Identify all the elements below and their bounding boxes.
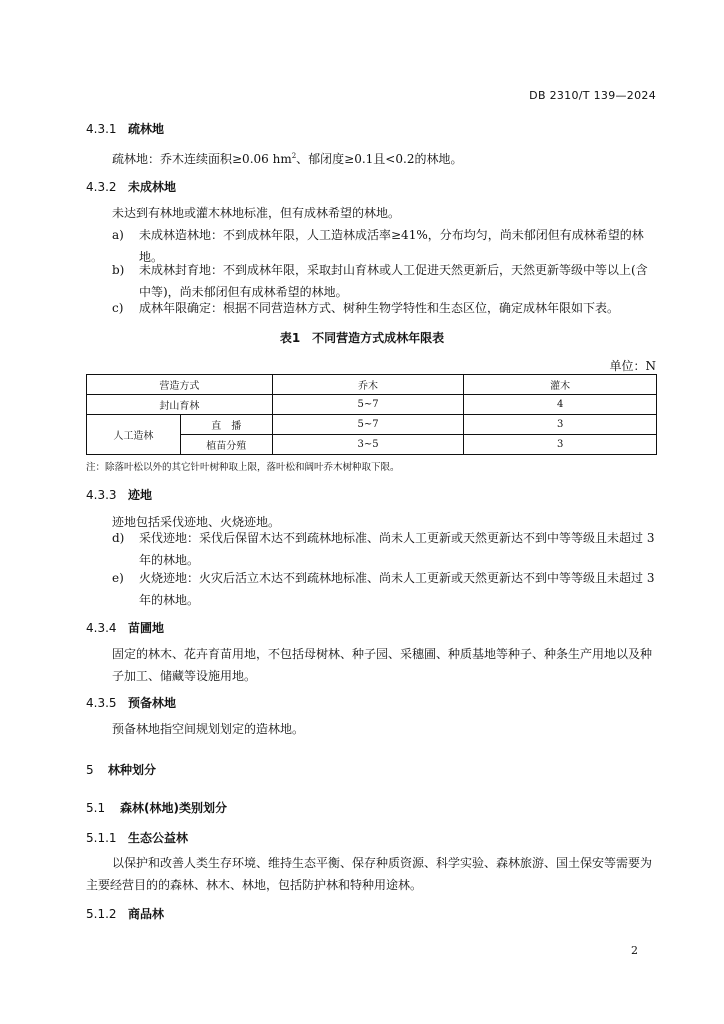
section-number: 4.3.2	[86, 180, 117, 194]
paragraph-eco-forest: 以保护和改善人类生存环境、维持生态平衡、保存种质资源、科学实验、森林旅游、国土保安等需要为主要经营目的的森林、林木、林地，包括防护林和特种用途林。	[86, 856, 653, 892]
list-item	[112, 567, 657, 611]
table-title: 表1 不同营造方式成林年限表	[279, 331, 445, 345]
heading-4-3-2	[86, 178, 176, 195]
shrub-cell: 4	[464, 395, 657, 415]
section-number: 5.1.1	[86, 831, 117, 845]
list-marker: c)	[112, 301, 124, 315]
heading-5	[86, 761, 156, 778]
list-text: 成林年限确定：根据不同营造林方式、树种生物学特性和生态区位，确定成林年限如下表。	[139, 301, 620, 315]
group-cell: 人工造林	[87, 415, 181, 455]
paragraph-intro: 迹地包括采伐迹地、火烧迹地。	[112, 515, 281, 529]
list-marker: b)	[112, 263, 125, 277]
list-marker: a)	[112, 228, 124, 242]
tree-cell: 3~5	[272, 435, 464, 455]
heading-4-3-4	[86, 619, 164, 636]
header-cell: 灌木	[464, 375, 657, 395]
shrub-cell: 3	[464, 435, 657, 455]
paragraph-intro: 未达到有林地或灌木林地标准，但有成林希望的林地。	[112, 206, 401, 220]
table-unit: 单位：N	[609, 359, 656, 373]
list-marker: e)	[112, 571, 124, 585]
method-cell: 植苗分殖	[180, 435, 272, 455]
section-number: 4.3.4	[86, 621, 117, 635]
section-number: 5.1.2	[86, 907, 117, 921]
list-text: 未成林造林地：不到成林年限，人工造林成活率≥41%，分布均匀，尚未郁闭但有成林希望的林地。	[139, 228, 644, 264]
section-title: 生态公益林	[128, 831, 189, 845]
list-marker: d)	[112, 531, 125, 545]
list-text: 采伐迹地：采伐后保留木达不到疏林地标准、尚未人工更新或天然更新达不到中等等级且未超过 3 年的林地。	[139, 531, 655, 567]
superscript: 2	[291, 152, 297, 160]
list-text: 火烧迹地：火灾后活立木达不到疏林地标准、尚未人工更新或天然更新达不到中等等级且未超过 3 年的林地。	[139, 571, 655, 607]
section-title: 疏林地	[128, 122, 165, 136]
text-part: 、郁闭度≥0.1且<0.2的林地。	[296, 152, 463, 166]
paragraph-reserve: 预备林地指空间规划划定的造林地。	[112, 722, 305, 736]
paragraph-sparse-forest	[112, 145, 657, 170]
standard-number: DB 2310/T 139—2024	[529, 89, 656, 102]
heading-5-1-1	[86, 829, 188, 846]
table-row	[87, 415, 657, 435]
section-title: 迹地	[128, 488, 153, 502]
shrub-cell: 3	[464, 415, 657, 435]
list-item	[112, 297, 657, 319]
heading-4-3-3	[86, 486, 152, 503]
section-title: 未成林地	[128, 180, 177, 194]
tree-cell: 5~7	[272, 415, 464, 435]
list-item	[112, 527, 657, 571]
section-number: 5	[86, 763, 94, 777]
section-title: 商品林	[128, 907, 165, 921]
table-header-row	[87, 375, 657, 395]
afforestation-years-table	[86, 374, 657, 455]
heading-4-3-1	[86, 120, 164, 137]
heading-5-1-2	[86, 905, 164, 922]
method-cell: 直 播	[180, 415, 272, 435]
list-text: 未成林封育地：不到成林年限，采取封山育林或人工促进天然更新后，天然更新等级中等以上(含中等)，尚未郁闭但有成林希望的林地。	[139, 263, 648, 299]
section-title: 预备林地	[128, 696, 177, 710]
heading-4-3-5	[86, 694, 176, 711]
table-note: 注：除落叶松以外的其它针叶树种取上限，落叶松和阔叶乔木树种取下限。	[86, 462, 400, 473]
tree-cell: 5~7	[272, 395, 464, 415]
section-title: 苗圃地	[128, 621, 165, 635]
section-title: 森林(林地)类别划分	[120, 801, 227, 815]
paragraph-nursery: 固定的林木、花卉育苗用地，不包括母树林、种子园、采穗圃、种质基地等种子、种条生产用地以及种子加工、储藏等设施用地。	[112, 647, 653, 683]
page-number: 2	[631, 944, 638, 957]
section-number: 5.1	[86, 801, 106, 815]
section-title: 林种划分	[108, 763, 157, 777]
section-number: 4.3.5	[86, 696, 117, 710]
section-number: 4.3.3	[86, 488, 117, 502]
method-cell: 封山育林	[87, 395, 273, 415]
text-part: 疏林地：乔木连续面积≥0.06 hm	[112, 152, 292, 166]
section-number: 4.3.1	[86, 122, 117, 136]
heading-5-1	[86, 799, 227, 816]
header-cell: 乔木	[272, 375, 464, 395]
header-cell: 营造方式	[87, 375, 273, 395]
table-row	[87, 395, 657, 415]
